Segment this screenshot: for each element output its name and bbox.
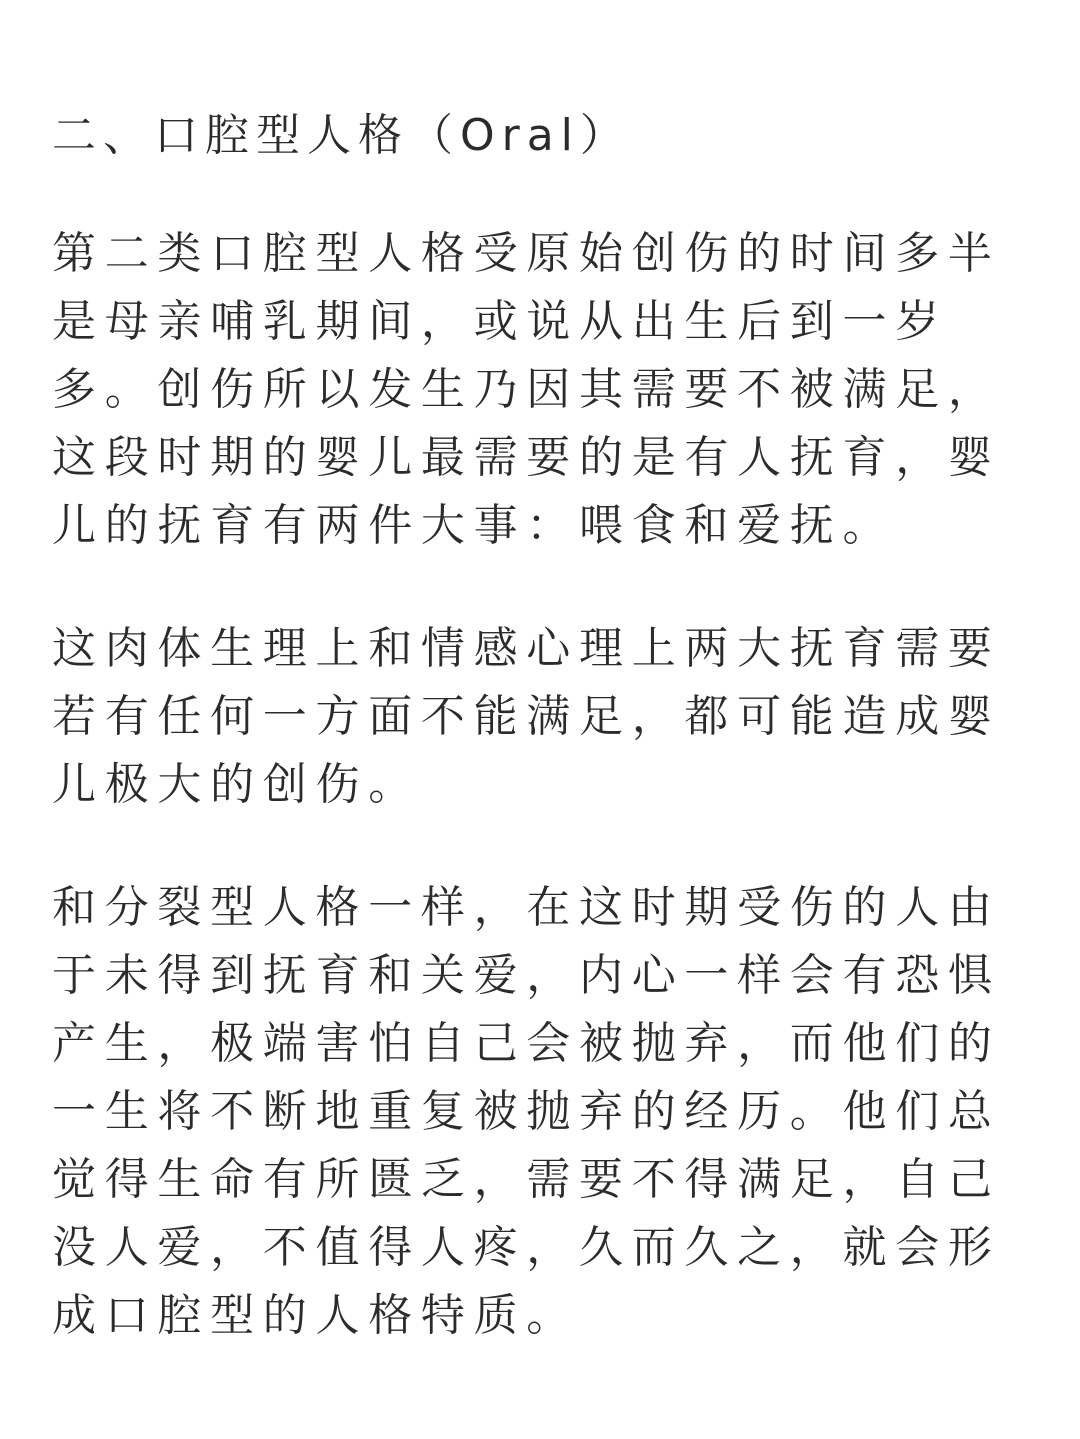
article xyxy=(52,96,1028,1350)
section-heading: 二、口腔型人格（Oral） xyxy=(52,110,631,161)
paragraph-1: 第二类口腔型人格受原始创伤的时间多半是母亲哺乳期间，或说从出生后到一岁多。创伤所以发生乃因其需要不被满足，这段时期的婴儿最需要的是有人抚育，婴儿的抚育有两件大事：喂食和爱抚。 xyxy=(52,228,1001,551)
paragraph-2: 这肉体生理上和情感心理上两大抚育需要若有任何一方面不能满足，都可能造成婴儿极大的创伤。 xyxy=(52,623,1001,810)
paragraph-3: 和分裂型人格一样，在这时期受伤的人由于未得到抚育和关爱，内心一样会有恐惧产生，极端害怕自己会被抛弃，而他们的一生将不断地重复被抛弃的经历。他们总觉得生命有所匮乏，需要不得满足，自己没人爱，不值得人疼，久而久之，就会形成口腔型的人格特质。 xyxy=(52,882,1001,1341)
